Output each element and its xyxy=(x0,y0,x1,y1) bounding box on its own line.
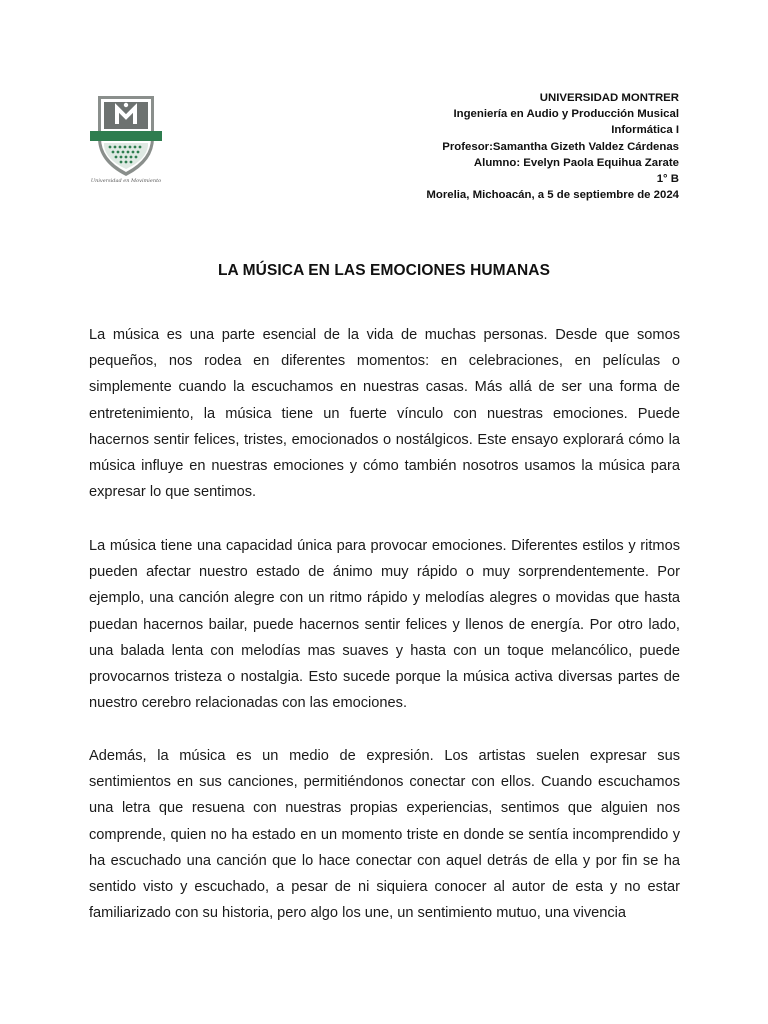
paragraph-emotions: La música tiene una capacidad única para provocar emociones. Diferentes estilos y ritmos pueden afectar nuestro estado de ánimo muy rápido o muy sorprendentemente. Por ejemplo, una canción alegre con un ritmo rápido y melodías alegres o movidas que hasta puedan hacernos bailar, puede hacernos sentir felices y llenos de energía. Por otro lado, una balada lenta con melodías mas suaves y hasta con un toque melancólico, puede provocarnos tristeza o nostalgia. Esto sucede porque la música activa diversas partes de nuestro cerebro relacionadas con las emociones. xyxy=(89,538,680,712)
header-university: UNIVERSIDAD MONTRER xyxy=(539,92,679,104)
header-student: Alumno: Evelyn Paola Equihua Zarate xyxy=(473,156,679,169)
header-course: Informática I xyxy=(611,124,679,137)
document-header xyxy=(426,90,679,203)
university-logo xyxy=(86,92,166,188)
logo-tagline: Universidad en Movimiento xyxy=(90,178,162,184)
essay-title: LA MÚSICA EN LAS EMOCIONES HUMANAS xyxy=(217,262,551,279)
shield-crest-icon xyxy=(86,92,166,178)
header-group: 1° B xyxy=(656,173,679,186)
header-place-date: Morelia, Michoacán, a 5 de septiembre de 2024 xyxy=(426,189,679,202)
header-professor: Profesor:Samantha Gizeth Valdez Cárdenas xyxy=(442,140,679,153)
header-program: Ingeniería en Audio y Producción Musical xyxy=(453,108,679,121)
paragraph-intro: La música es una parte esencial de la vida de muchas personas. Desde que somos pequeños, nos rodea en diferentes momentos: en celebraciones, en películas o simplemente cuando la escuchamos en nuestras casas. Más allá de ser una forma de entretenimiento, la música tiene un fuerte vínculo con nuestras emociones. Puede hacernos sentir felices, tristes, emocionados o nostálgicos. Este ensayo explorará cómo la música influye en nuestras emociones y cómo también nosotros usamos la música para expresar lo que sentimos. xyxy=(89,327,680,501)
paragraph-expression: Además, la música es un medio de expresión. Los artistas suelen expresar sus sentimientos en sus canciones, permitiéndonos conectar con ellos. Cuando escuchamos una letra que resuena con nuestras propias experiencias, sentimos que alguien nos comprende, quien no ha estado en un momento triste en donde se sentía incomprendido y ha escuchado una canción que lo hace conectar con aquel detrás de ella y por fin se ha sentido visto y escuchado, a pesar de ni siquiera conocer al autor de esta y no estar familiarizado con su historia, pero algo los une, un sentimiento mutuo, una vivencia xyxy=(89,748,680,922)
